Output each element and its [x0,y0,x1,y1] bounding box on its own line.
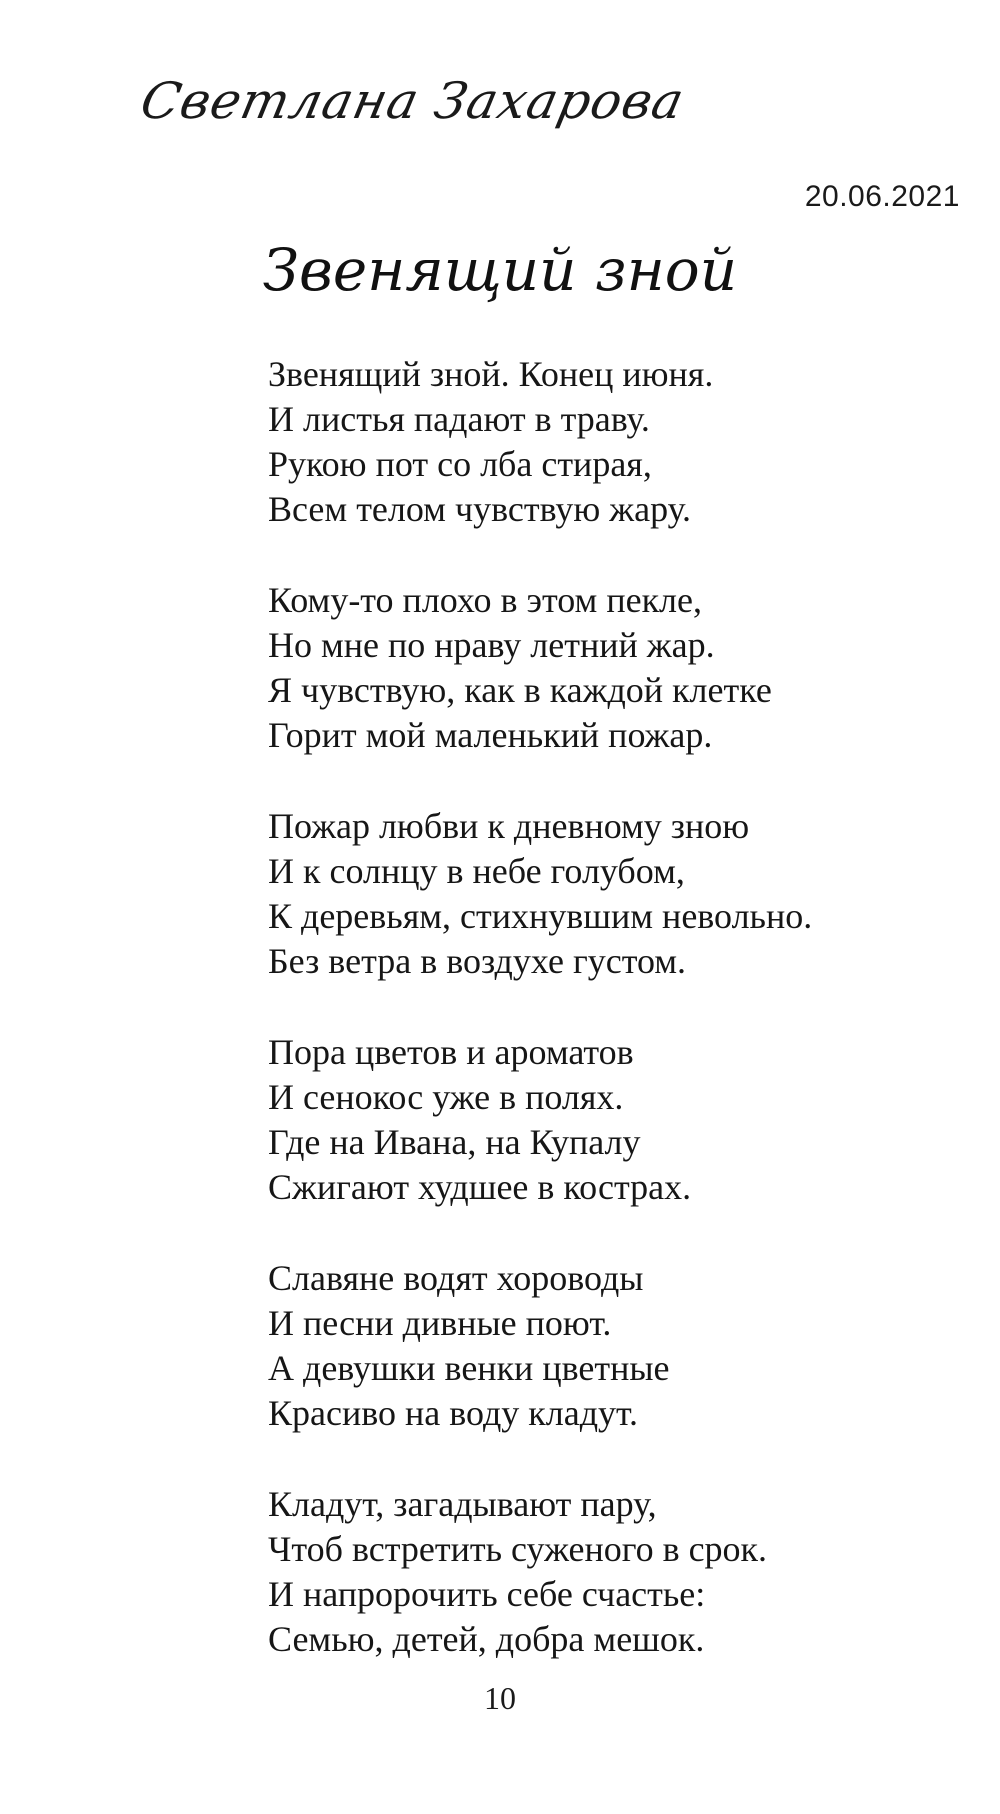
poem-line: К деревьям, стихнувшим невольно. [268,896,813,936]
poem-line: Пожар любви к дневному зною [268,806,750,846]
poem-date: 20.06.2021 [804,180,960,213]
poem-line: Где на Ивана, на Купалу [268,1122,641,1162]
poem-line: Семью, детей, добра мешок. [268,1619,705,1659]
poem-line: Звенящий зной. Конец июня. [268,354,714,394]
stanza [268,1482,968,1662]
poem-line: Горит мой маленький пожар. [268,715,713,755]
poem-line: Сжигают худшее в кострах. [268,1167,692,1207]
page-number: 10 [484,1680,516,1716]
poem-line: Пора цветов и ароматов [268,1032,634,1072]
poem-line: И напророчить себе счастье: [268,1574,706,1614]
poem-line: Я чувствую, как в каждой клетке [268,670,772,710]
poem-line: Всем телом чувствую жару. [268,489,691,529]
poem-line: Без ветра в воздухе густом. [268,941,687,981]
poem-body [268,352,968,1708]
poem-line: И к солнцу в небе голубом, [268,851,685,891]
poem-line: Кому-то плохо в этом пекле, [268,580,703,620]
stanza [268,578,968,758]
poem-line: И листья падают в траву. [268,399,650,439]
stanza [268,804,968,984]
poem-line: Чтоб встретить суженого в срок. [268,1529,768,1569]
stanza [268,1256,968,1436]
stanza [268,1030,968,1210]
poem-title: Звенящий зной [262,236,738,304]
poem-line: И сенокос уже в полях. [268,1077,624,1117]
stanza [268,352,968,532]
poem-line: Красиво на воду кладут. [268,1393,639,1433]
poem-line: А девушки венки цветные [268,1348,670,1388]
poem-line: Рукою пот со лба стирая, [268,444,652,484]
author-signature: Светлана Захарова [135,72,690,130]
poem-line: Но мне по нраву летний жар. [268,625,715,665]
poem-line: Славяне водят хороводы [268,1258,644,1298]
poem-line: И песни дивные поют. [268,1303,612,1343]
poem-line: Кладут, загадывают пару, [268,1484,657,1524]
